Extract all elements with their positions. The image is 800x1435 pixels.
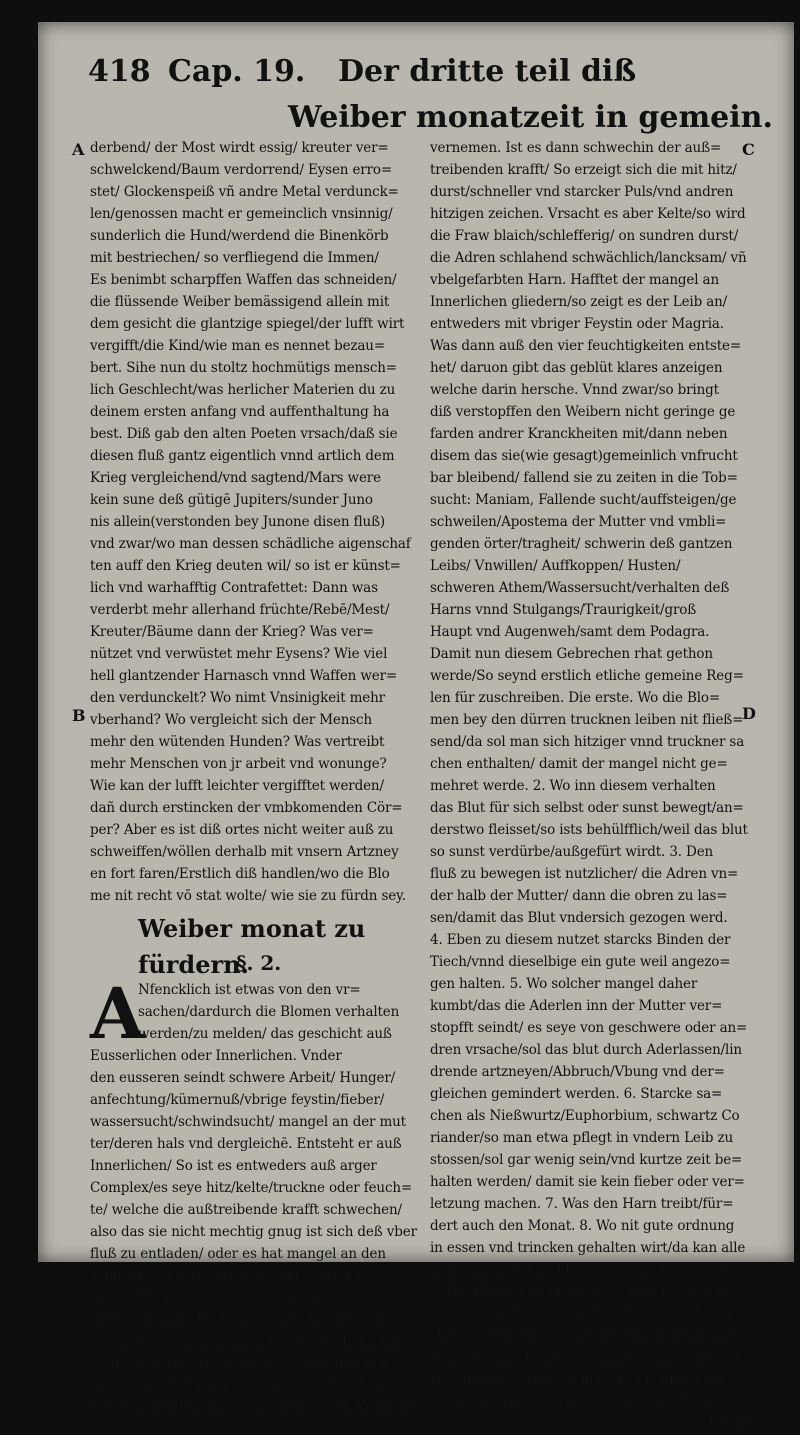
text-line: so sunst verdürbe/außgefürt wirdt. 3. Den xyxy=(430,844,714,860)
text-line: mehr Menschen von jr arbeit vnd wonunge? xyxy=(90,756,387,772)
text-line: ter/deren hals vnd dergleichē. Entsteht er auß xyxy=(90,1136,402,1152)
text-line: verstopfft/ beschlossen/ oder eingeschmorren xyxy=(90,1290,398,1306)
text-line: entweders mit vbriger Feystin oder Magria. xyxy=(430,316,724,332)
section-number: §. 2. xyxy=(236,951,282,975)
text-line: vberhand? Wo vergleicht sich der Mensch xyxy=(90,712,373,728)
left-column xyxy=(90,137,421,1419)
text-line: dren vrsache/sol das blut durch Aderlassen/lin xyxy=(430,1042,742,1058)
text-line: gen halten. 5. Wo solcher mangel daher xyxy=(430,976,698,992)
text-line: mehret werde. 2. Wo inn diesem verhalten xyxy=(430,778,716,794)
text-line: drende artzneyen/Abbruch/Vbung vnd der= xyxy=(430,1064,725,1080)
text-line: Haupt vnd Augenweh/samt dem Podagra. xyxy=(430,624,710,640)
text-line: diß verstopffen den Weibern nicht geringe ge xyxy=(430,404,736,420)
text-line: also das sie nicht mechtig gnug ist sich deß vber xyxy=(90,1224,417,1240)
text-line: cken angreiffen. 10. Warme wolrüchende ding xyxy=(430,1328,742,1344)
text-line: in essen vnd trincken gehalten wirt/da kan alle xyxy=(430,1240,746,1256)
text-line: Eusserlichen oder Innerlichen. Vnder xyxy=(90,1048,342,1064)
text-line: werden/zu melden/ das geschicht auß xyxy=(138,1026,392,1042)
text-line: fluß zu entladen/ oder es hat mangel an den xyxy=(90,1246,386,1262)
text-line: disem das sie(wie gesagt)gemeinlich vnfrucht xyxy=(430,448,738,464)
text-line: schweilen/Apostema der Mutter vnd vmbli= xyxy=(430,514,727,530)
text-line: seint behülflich vber den nabel/sturmhübel/vñ xyxy=(430,1350,740,1366)
text-line: welche darin hersche. Vnnd zwar/so bringt xyxy=(430,382,719,398)
text-line: die Adren schlahend schwächlich/lancksam/ vñ xyxy=(430,250,747,266)
right-column xyxy=(430,137,752,1435)
text-line: diesen fluß gantz eigentlich vnnd artlich dem xyxy=(90,448,395,464)
page-subtitle: Weiber monatzeit in gemein. xyxy=(288,100,773,135)
text-line: Was dann auß den vier feuchtigkeiten entste= xyxy=(430,338,742,354)
text-line: müh vnd arbeit nichts oder wenig erspriessen. xyxy=(430,1262,743,1278)
text-line: deinem ersten anfang vnd auffenthaltung ha xyxy=(90,404,390,420)
left-text-block xyxy=(90,137,412,907)
dropcap-paragraph xyxy=(90,972,412,1055)
text-line: verderbt mehr allerhand früchte/Rebē/Mest/ xyxy=(90,602,390,618)
text-line: gleichen gemindert werden. 6. Starcke sa= xyxy=(430,1086,723,1102)
text-line: Tiech/vnnd dieselbige ein gute weil angezo= xyxy=(430,954,731,970)
text-line: derstwo fleisset/so ists behülfflich/weil das blut xyxy=(430,822,748,838)
text-line: farden andrer Kranckheiten mit/dann neben xyxy=(430,426,728,442)
text-line: Nun etwas vnderschiedlicher erkantnuß di= xyxy=(90,1356,389,1372)
text-line: Kreuter/Bäume dann der Krieg? Was ver= xyxy=(90,624,374,640)
text-line: het/ daruon gibt das geblüt klares anzeigen xyxy=(430,360,723,376)
text-line: vernemen. Ist es dann schwechin der auß= xyxy=(430,140,722,156)
text-line: die flüssende Weiber bemässigend allein mit xyxy=(90,294,390,310)
text-line: Wie kan der lufft leichter vergifftet werden/ xyxy=(90,778,384,794)
text-line: sen/damit das Blut vndersich gezogen werd. xyxy=(430,910,728,926)
text-line: vergifft/die Kind/wie man es nennet bezau= xyxy=(90,338,385,354)
text-line: eusserlichen leichtlich auß bericht deß Krancken xyxy=(90,1400,421,1416)
text-line: were/ wie dann leichtlich in der Mutter vnnd xyxy=(90,1312,391,1328)
text-line: Innerlichen gliedern/so zeigt es der Leib an/ xyxy=(430,294,728,310)
text-line: ser dingen zu haben/ So mag man vrsach der xyxy=(90,1378,394,1394)
text-line: vmbligende örter geschlagen. 11. Entstehet xyxy=(430,1372,725,1388)
text-line: schwelckend/Baum verdorrend/ Eysen erro= xyxy=(90,162,393,178)
left-text-continuation xyxy=(90,1045,421,1419)
text-line: per? Aber es ist diß ortes nicht weiter auß zu xyxy=(90,822,394,838)
text-line: schweren Athem/Wassersucht/verhalten deß xyxy=(430,580,730,596)
text-line: dieser mangel auß Geschweren/Apostemen/ xyxy=(430,1394,726,1410)
text-line: mehr den wütenden Hunden? Was vertreibt xyxy=(90,734,385,750)
text-line: bar bleibend/ fallend sie zu zeiten in die Tob= xyxy=(430,470,738,486)
text-line: vbelgefarbten Harn. Hafftet der mangel an xyxy=(430,272,719,288)
text-line: nützet vnd verwüstet mehr Eysens? Wie viel xyxy=(90,646,388,662)
text-line: bert. Sihe nun du stoltz hochmütigs mensch= xyxy=(90,360,397,376)
text-line: kein sune deß gütigē Jupiters/sunder Juno xyxy=(90,492,373,508)
text-line: treibenden krafft/ So erzeigt sich die mit hitz/ xyxy=(430,162,737,178)
text-line: Leibs/ Vnwillen/ Auffkoppen/ Husten/ xyxy=(430,558,681,574)
text-line: das Blut für sich selbst oder sunst bewegt/an= xyxy=(430,800,744,816)
text-line: halten werden/ damit sie kein fieber oder ver= xyxy=(430,1174,745,1190)
text-line: anfechtung/kümernuß/vbrige feystin/fieber/ xyxy=(90,1092,385,1108)
drop-cap-letter: A xyxy=(90,972,145,1055)
text-line: letzung machen. 7. Was den Harn treibt/für= xyxy=(430,1196,734,1212)
text-line: vnd zwar/wo man dessen schädliche aigenschaf xyxy=(90,536,411,552)
text-line: genden örter/tragheit/ schwerin deß gantzen xyxy=(430,536,733,552)
catchword: Fieber xyxy=(708,1416,752,1432)
text-line: selbigen gliedern/ als wann der Mutter hals xyxy=(90,1268,384,1284)
text-line: Es benimbt scharpffen Waffen das schneiden/ xyxy=(90,272,397,288)
text-line: men bey den dürren trucknen leiben nit fließ= xyxy=(430,712,744,728)
text-line: die Fraw blaich/schlefferig/ on sundren durst/ xyxy=(430,228,739,244)
text-line: me nit recht vō stat wolte/ wie sie zu fürdn sey. xyxy=(90,888,406,904)
text-line: hitzigen zeichen. Vrsacht es aber Kelte/so wird xyxy=(430,206,746,222)
text-line: sucht: Maniam, Fallende sucht/auffsteigen/ge xyxy=(430,492,737,508)
margin-letter-c: C xyxy=(742,140,755,159)
text-line: len/genossen macht er gemeinclich vnsinnig/ xyxy=(90,206,393,222)
chapter-label: Cap. 19. xyxy=(168,54,306,89)
book-page xyxy=(38,22,794,1432)
text-line: en fort faren/Erstlich diß handlen/wo die Blo xyxy=(90,866,390,882)
running-title: Der dritte teil diß xyxy=(338,54,637,89)
text-line: Harns vnnd Stulgangs/Traurigkeit/groß xyxy=(430,602,697,618)
text-line: len für zuschreiben. Die erste. Wo die Blo= xyxy=(430,690,721,706)
margin-letter-b: B xyxy=(72,706,86,725)
text-line: te/ welche die außtreibende krafft schwechen/ xyxy=(90,1202,402,1218)
text-line: sunderlich die Hund/werdend die Binenkörb xyxy=(90,228,389,244)
text-line: dem gesicht die glantzige spiegel/der lufft wirt xyxy=(90,316,405,332)
text-line: der halb der Mutter/ dann die obren zu las= xyxy=(430,888,728,904)
text-line: lich vnd warhafftig Contrafettet: Dann was xyxy=(90,580,378,596)
text-line: 4. Eben zu diesem nutzet starcks Binden der xyxy=(430,932,731,948)
text-line: sachen/dardurch die Blomen verhalten xyxy=(138,1004,400,1020)
text-line: chen enthalten/ damit der mangel nicht ge= xyxy=(430,756,728,772)
text-line: Krieg vergleichend/vnd sagtend/Mars were xyxy=(90,470,381,486)
text-line: 9. Die Blomen zu bringen sol man erstlich die xyxy=(430,1284,737,1300)
text-line: stossen/sol gar wenig sein/vnd kurtze zeit be= xyxy=(430,1152,743,1168)
text-line: chen als Nießwurtz/Euphorbium, schwartz Co xyxy=(430,1108,740,1124)
text-line: Complex/es seye hitz/kelte/truckne oder feuch= xyxy=(90,1180,413,1196)
text-line: adern/so solchs blut darin flüsse/geschehn mag. xyxy=(90,1334,414,1350)
text-line: dañ durch erstincken der vmbkomenden Cör= xyxy=(90,800,403,816)
text-line: stopfft seindt/ es seye von geschwere oder an= xyxy=(430,1020,748,1036)
text-line: den eusseren seindt schwere Arbeit/ Hunger/ xyxy=(90,1070,396,1086)
text-line: riander/so man etwa pflegt in vndern Leib zu xyxy=(430,1130,734,1146)
text-line: Damit nun diesem Gebrechen rhat gethon xyxy=(430,646,713,662)
text-line: stet/ Glockenspeiß vñ andre Metal verdunck= xyxy=(90,184,399,200)
text-line: lich Geschlecht/was herlicher Materien du zu xyxy=(90,382,396,398)
text-line: mit bestriechen/ so verfliegend die Immen/ xyxy=(90,250,379,266)
margin-letter-a: A xyxy=(72,140,85,159)
text-line: sach mit geringe/volgends mitlen/leglich star xyxy=(430,1306,734,1322)
right-text-block xyxy=(430,137,752,1413)
text-line: werde/So seynd erstlich etliche gemeine Reg= xyxy=(430,668,744,684)
page-number: 418 xyxy=(88,54,151,89)
text-line: derbend/ der Most wirdt essig/ kreuter ver= xyxy=(90,140,389,156)
text-line: kumbt/das die Aderlen inn der Mutter ver= xyxy=(430,998,723,1014)
section-heading: Weiber monat zu fürdern. xyxy=(138,914,366,979)
text-line: Nfencklich ist etwas von den vr= xyxy=(138,982,361,998)
text-line: schweiffen/wöllen derhalb mit vnsern Artzney xyxy=(90,844,399,860)
text-line: dert auch den Monat. 8. Wo nit gute ordnung xyxy=(430,1218,735,1234)
text-line: durst/schneller vnd starcker Puls/vnd andren xyxy=(430,184,734,200)
text-line: den verdunckelt? Wo nimt Vnsinigkeit mehr xyxy=(90,690,385,706)
text-line: hell glantzender Harnasch vnnd Waffen wer= xyxy=(90,668,398,684)
text-line: send/da sol man sich hitziger vnnd truckner sa xyxy=(430,734,745,750)
margin-letter-d: D xyxy=(742,704,756,723)
text-line: nis allein(verstonden bey Junone disen fluß) xyxy=(90,514,386,530)
text-line: fluß zu bewegen ist nutzlicher/ die Adren vn= xyxy=(430,866,739,882)
text-line: best. Diß gab den alten Poeten vrsach/daß sie xyxy=(90,426,398,442)
text-line: wassersucht/schwindsucht/ mangel an der mut xyxy=(90,1114,406,1130)
text-line: ten auff den Krieg deuten wil/ so ist er künst= xyxy=(90,558,401,574)
text-line: Innerlichen/ So ist es entweders auß arger xyxy=(90,1158,377,1174)
